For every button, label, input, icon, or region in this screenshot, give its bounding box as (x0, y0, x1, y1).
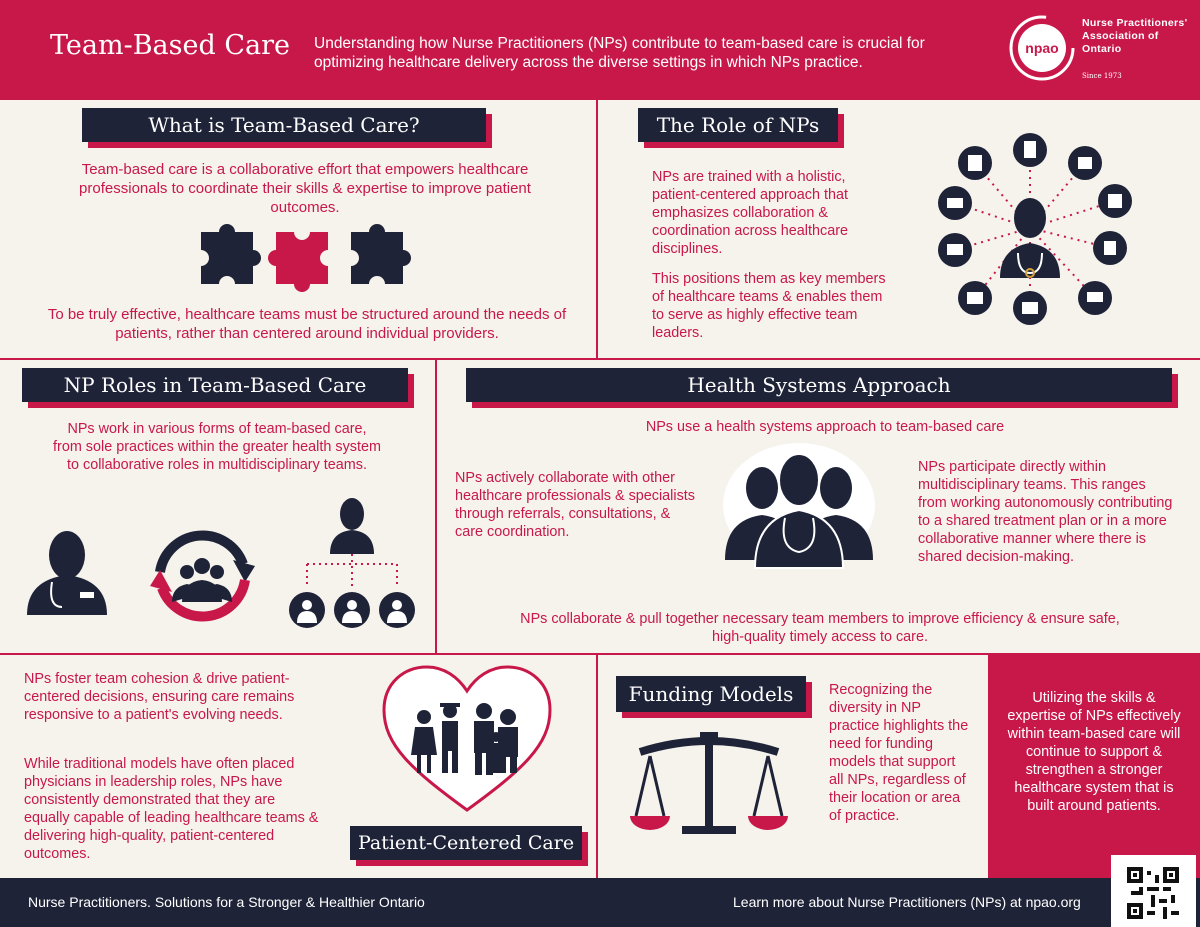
org-name: Nurse Practitioners' Association of Ontario (1082, 17, 1188, 55)
what-paragraph-2: To be truly effective, healthcare teams must be structured around the needs of patients, rather than centered around individual providers. (47, 306, 567, 342)
scales-icon (630, 728, 788, 838)
patient-paragraph-2: While traditional models have often placed physicians in leadership roles, NPs have consistently demonstrated that they are equally capable of leading healthcare teams & delivering high-quality, patient-centered outcomes. (24, 756, 319, 862)
logo-text: npao (1025, 40, 1059, 56)
header-intro: Understanding how Nurse Practitioners (NPs) contribute to team-based care is crucial for optimizing healthcare delivery across the diverse settings in which NPs practice. (314, 35, 925, 71)
org-since: Since 1973 (1082, 72, 1122, 80)
what-paragraph-1: Team-based care is a collaborative effort that empowers healthcare professionals to coordinate their skills & expertise to improve patient outcomes. (79, 161, 531, 216)
divider (596, 655, 598, 878)
divider (0, 358, 1200, 360)
page-title: Team-Based Care (50, 30, 290, 61)
footer (0, 878, 1200, 927)
systems-lead: NPs use a health systems approach to team-based care (645, 419, 1005, 435)
section-heading-role: The Role of NPs (638, 108, 838, 142)
role-paragraph-2: This positions them as key members of healthcare teams & enables them to serve as highly effective team leaders. (652, 271, 886, 341)
roles-paragraph-1: NPs work in various forms of team-based care, from sole practices within the greater health system to collaborative roles in multidisciplinary teams. (53, 421, 381, 473)
section-heading-funding: Funding Models (616, 676, 806, 712)
org-chart-icon (282, 492, 422, 632)
puzzle-icon (196, 220, 416, 290)
funding-paragraph-1: Recognizing the diversity in NP practice highlights the need for funding models that support all NPs, regardless of their location or area of practice. (829, 682, 969, 824)
nurse-network-icon (930, 128, 1130, 328)
patient-paragraph-1: NPs foster team cohesion & drive patient-centered decisions, ensuring care remains responsive to a patient's evolving needs. (24, 671, 295, 723)
heart-family-icon (382, 665, 552, 815)
team-icon (720, 440, 878, 570)
footer-link[interactable]: Learn more about Nurse Practitioners (NPs) at npao.org (733, 894, 1081, 910)
section-heading-roles: NP Roles in Team-Based Care (22, 368, 408, 402)
systems-left-text: NPs actively collaborate with other healthcare professionals & specialists through referrals, consultations, & care coordination. (455, 470, 695, 540)
closing-panel (988, 655, 1200, 878)
section-heading-patient: Patient-Centered Care (350, 826, 582, 860)
nurse-icon (22, 520, 112, 620)
qr-code-icon[interactable] (1111, 855, 1196, 927)
section-heading-systems: Health Systems Approach (466, 368, 1172, 402)
systems-bottom-text: NPs collaborate & pull together necessary team members to improve efficiency & ensure safe, high-quality timely access to care. (520, 611, 1120, 645)
divider (596, 100, 598, 358)
divider (435, 360, 437, 653)
cycle-icon (145, 522, 260, 630)
closing-text: Utilizing the skills & expertise of NPs effectively within team-based care will continue to support & strengthen a stronger healthcare system that is built around patients. (1007, 690, 1181, 814)
npao-logo-icon (1008, 14, 1076, 82)
header (0, 0, 1200, 100)
role-paragraph-1: NPs are trained with a holistic, patient-centered approach that emphasizes collaboration & coordination across healthcare disciplines. (652, 169, 849, 257)
footer-tagline: Nurse Practitioners. Solutions for a Stronger & Healthier Ontario (28, 894, 425, 910)
section-heading-what: What is Team-Based Care? (82, 108, 486, 142)
systems-right-text: NPs participate directly within multidisciplinary teams. This ranges from working autonomously contributing to a shared treatment plan or in a more collaborative manner where there is shared decision-making. (918, 459, 1173, 565)
